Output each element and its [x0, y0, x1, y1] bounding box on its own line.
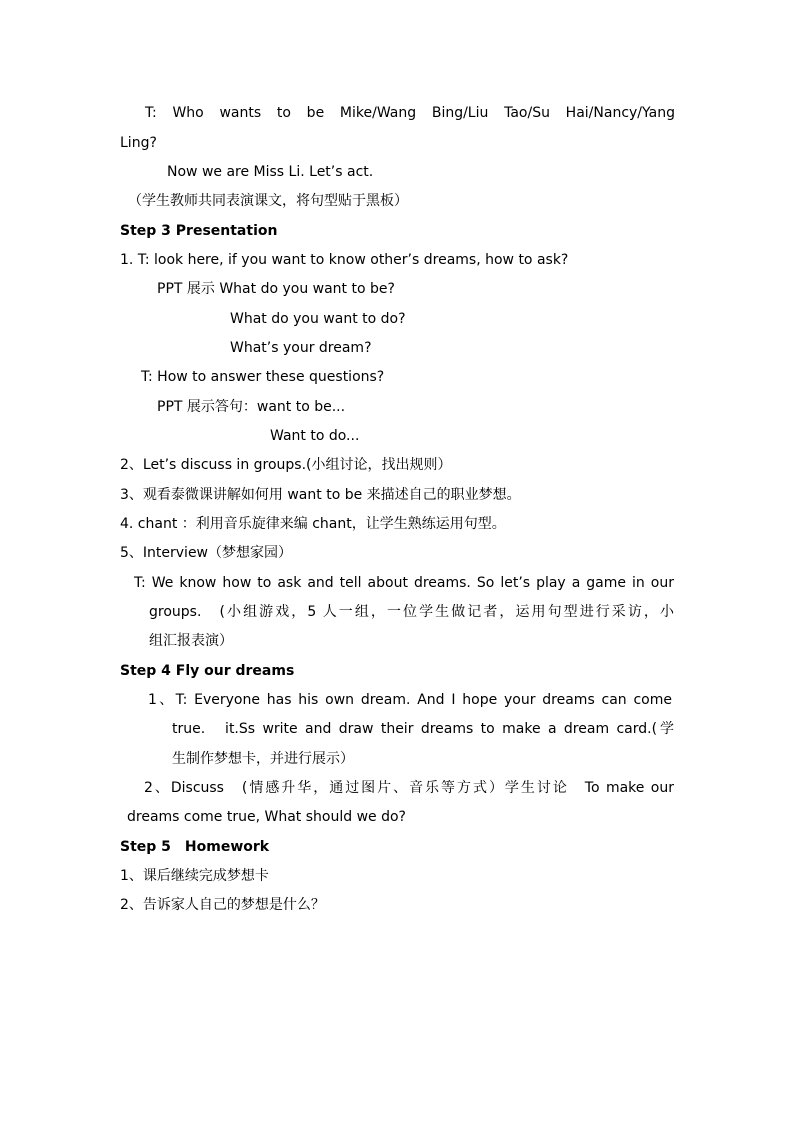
text-line: What do you want to do? — [230, 311, 406, 327]
text-line: 1. T: look here, if you want to know other’s dreams, how to ask? — [120, 252, 569, 268]
text-line: T: How to answer these questions? — [141, 369, 385, 385]
text-line: dreams come true, What should we do? — [127, 809, 406, 825]
text-line: 2、Discuss (情感升华，通过图片、音乐等方式）学生讨论 To make our — [144, 780, 674, 796]
text-line: 2、Let’s discuss in groups.(小组讨论，找出规则） — [120, 457, 452, 473]
section-heading: Step 5 Homework — [120, 839, 270, 855]
text-line: T: We know how to ask and tell about dreams. So let’s play a game in our — [134, 575, 674, 591]
text-line: Ling? — [120, 135, 157, 151]
text-line: （学生教师共同表演课文，将句型贴于黑板） — [128, 193, 408, 209]
text-line: groups. (小组游戏，5 人一组，一位学生做记者，运用句型进行采访，小 — [149, 604, 674, 620]
text-line: 1、课后继续完成梦想卡 — [120, 868, 269, 884]
text-line: 4. chant ：利用音乐旋律来编 chant，让学生熟练运用句型。 — [120, 516, 506, 532]
text-line: 3、观看泰微课讲解如何用 want to be 来描述自己的职业梦想。 — [120, 487, 521, 503]
text-line: PPT 展示答句：want to be... — [157, 399, 346, 415]
text-line: Want to do... — [270, 428, 360, 444]
text-line: 生制作梦想卡，并进行展示） — [172, 751, 354, 767]
text-line: true. it.Ss write and draw their dreams to make a dream card.(学 — [172, 721, 674, 737]
text-line: 2、告诉家人自己的梦想是什么？ — [120, 897, 325, 913]
text-line: 5、Interview（梦想家园） — [120, 545, 293, 561]
text-line: Now we are Miss Li. Let’s act. — [167, 164, 374, 180]
text-line: What’s your dream? — [230, 340, 372, 356]
section-heading: Step 3 Presentation — [120, 223, 278, 239]
text-line: 组汇报表演） — [149, 633, 233, 649]
text-line: T: Who wants to be Mike/Wang Bing/Liu Tao/Su Hai/Nancy/Yang — [145, 105, 675, 121]
text-line: 1、T: Everyone has his own dream. And I hope your dreams can come — [148, 692, 672, 708]
text-line: PPT 展示 What do you want to be? — [157, 281, 395, 297]
section-heading: Step 4 Fly our dreams — [120, 663, 295, 679]
